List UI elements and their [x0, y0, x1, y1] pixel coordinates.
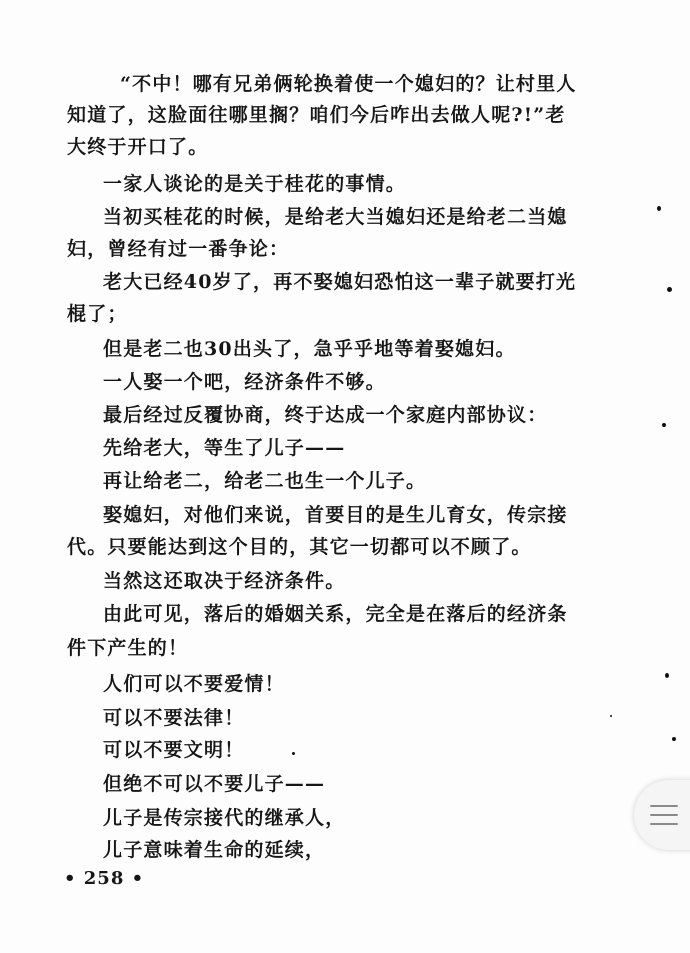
text-line-6: 妇，曾经有过一番争论：: [67, 238, 290, 260]
scan-speck: [672, 737, 676, 741]
text-line-17: 由此可见，落后的婚姻关系，完全是在落后的经济条: [103, 603, 568, 625]
scan-speck: [610, 715, 612, 717]
scan-speck: [667, 287, 672, 292]
text-line-18: 件下产生的！: [67, 637, 189, 659]
text-line-22: 但绝不可以不要儿子——: [103, 773, 326, 795]
text-line-3: 大终于开口了。: [67, 136, 209, 158]
text-line-4: 一家人谈论的是关于桂花的事情。: [103, 173, 407, 195]
text-line-10: 一人娶一个吧，经济条件不够。: [103, 371, 386, 393]
text-line-15: 代。只要能达到这个目的，其它一切都可以不顾了。: [67, 536, 532, 558]
scan-speck: [292, 752, 295, 755]
hamburger-menu-icon: [650, 803, 678, 827]
page-number: • 258 •: [64, 868, 145, 889]
text-line-5: 当初买桂花的时候，是给老大当媳妇还是给老二当媳: [103, 206, 568, 228]
text-line-23: 儿子是传宗接代的继承人，: [103, 807, 346, 829]
text-line-9: 但是老二也30出头了，急乎乎地等着娶媳妇。: [103, 338, 516, 360]
text-line-24: 儿子意味着生命的延续，: [103, 839, 326, 861]
scan-speck: [662, 423, 666, 427]
text-line-19: 人们可以不要爱情！: [103, 673, 285, 695]
text-line-11: 最后经过反覆协商，终于达成一个家庭内部协议：: [103, 404, 548, 426]
text-line-12: 先给老大，等生了儿子——: [103, 437, 346, 459]
text-line-2: 知道了，这脸面往哪里搁？咱们今后咋出去做人呢?!”老: [67, 104, 566, 126]
text-line-13: 再让给老二，给老二也生一个儿子。: [103, 470, 427, 492]
text-line-14: 娶媳妇，对他们来说，首要目的是生儿育女，传宗接: [103, 504, 568, 526]
text-line-7: 老大已经40岁了，再不娶媳妇恐怕这一辈子就要打光: [103, 271, 577, 293]
scan-speck: [657, 206, 661, 211]
text-line-20: 可以不要法律！: [103, 707, 245, 729]
floating-menu-button[interactable]: [634, 780, 690, 850]
text-line-21: 可以不要文明！: [103, 739, 245, 761]
text-line-8: 棍了；: [67, 303, 128, 325]
text-line-16: 当然这还取决于经济条件。: [103, 570, 346, 592]
text-line-1: “不中！哪有兄弟俩轮换着使一个媳妇的？让村里人: [120, 73, 577, 95]
scan-speck: [665, 673, 669, 678]
